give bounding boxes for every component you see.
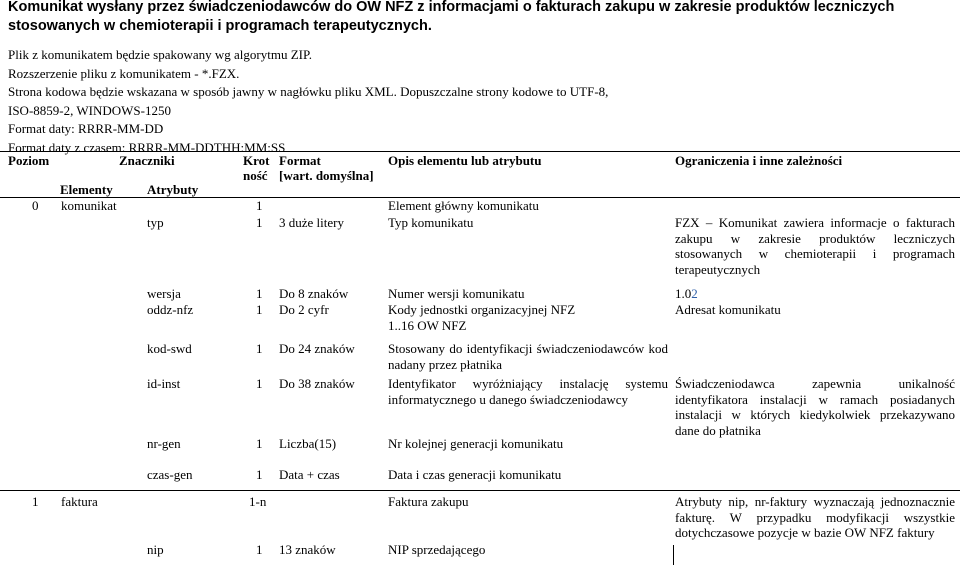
- cell-krotnosc: 1: [256, 341, 263, 356]
- cell-format: Do 8 znaków: [279, 286, 349, 301]
- version-text: 1.0: [675, 286, 692, 301]
- cell-format: 13 znaków: [279, 542, 336, 557]
- cell-atrybut: wersja: [147, 286, 181, 301]
- cell-opis: Data i czas generacji komunikatu: [388, 467, 562, 482]
- document-title: Komunikat wysłany przez świadczeniodawców do OW NFZ z informacjami o fakturach zakupu w zakresie produktów leczniczych stosowanych w chemioterapii i programach terapeutycznych.: [8, 0, 895, 34]
- cell-krotnosc: 1: [256, 376, 263, 391]
- cell-atrybut: czas-gen: [147, 467, 193, 482]
- table-divider: [673, 545, 674, 565]
- header-poziom: Poziom: [8, 153, 50, 168]
- intro-line: ISO-8859-2, WINDOWS-1250: [8, 102, 171, 118]
- intro-line: Format daty: RRRR-MM-DD: [8, 121, 164, 136]
- cell-poziom: 0: [32, 198, 39, 213]
- table-rule-faktura: [0, 490, 960, 491]
- cell-format: Do 38 znaków: [279, 376, 355, 391]
- cell-opis: Nr kolejnej generacji komunikatu: [388, 436, 564, 451]
- header-opis: Opis elementu lub atrybutu: [388, 153, 542, 168]
- cell-format: Data + czas: [279, 467, 340, 482]
- cell-opis: Element główny komunikatu: [388, 198, 539, 213]
- cell-krotnosc: 1: [256, 286, 263, 301]
- intro-line: Rozszerzenie pliku z komunikatem - *.FZX.: [8, 65, 240, 81]
- cell-format: Liczba(15): [279, 436, 337, 451]
- intro-line: Strona kodowa będzie wskazana w sposób jawny w nagłówku pliku XML. Dopuszczalne strony kodowe to UTF-8,: [8, 84, 609, 99]
- cell-opis-cont: 1..16 OW NFZ: [388, 318, 467, 333]
- cell-format: Do 24 znaków: [279, 341, 355, 356]
- cell-krotnosc: 1: [256, 467, 263, 482]
- cell-poziom: 1: [32, 494, 39, 509]
- cell-atrybut: nip: [147, 542, 164, 557]
- header-krotnosc: Krot: [243, 153, 270, 168]
- cell-opis: Faktura zakupu: [388, 494, 469, 509]
- cell-element: komunikat: [61, 198, 117, 213]
- cell-atrybut: oddz-nfz: [147, 302, 194, 317]
- cell-opis: Typ komunikatu: [388, 215, 474, 230]
- cell-atrybut: id-inst: [147, 376, 181, 391]
- cell-ograniczenia: [675, 286, 698, 302]
- cell-atrybut: typ: [147, 215, 164, 230]
- intro-text: [8, 46, 608, 157]
- cell-krotnosc: 1-n: [249, 494, 267, 509]
- cell-ograniczenia: Świadczeniodawca zapewnia unikalność identyfikatora instalacji w ramach posiadanych instalacji w których kiedykolwiek przekazywano dane do płatnika: [675, 376, 955, 438]
- intro-line: Format daty z czasem: RRRR-MM-DDTHH:MM:SS: [8, 139, 286, 155]
- cell-krotnosc: 1: [256, 436, 263, 451]
- cell-element: faktura: [61, 494, 98, 509]
- version-text-highlight: 2: [691, 286, 698, 301]
- cell-krotnosc: 1: [256, 215, 263, 230]
- cell-opis: Kody jednostki organizacyjnej NFZ: [388, 302, 576, 317]
- header-elementy: Elementy: [60, 182, 113, 197]
- cell-opis: Numer wersji komunikatu: [388, 286, 525, 301]
- header-krotnosc-cont: ność: [243, 168, 268, 183]
- header-ograniczenia: Ograniczenia i inne zależności: [675, 153, 843, 168]
- cell-opis: Stosowany do identyfikacji świadczeniodawców kod nadany przez płatnika: [388, 341, 668, 372]
- cell-format: Do 2 cyfr: [279, 302, 329, 317]
- cell-opis: Identyfikator wyróżniający instalację systemu informatycznego u danego świadczeniodawcy: [388, 376, 668, 407]
- cell-format: 3 duże litery: [279, 215, 344, 230]
- cell-krotnosc: 1: [256, 198, 263, 213]
- cell-krotnosc: 1: [256, 542, 263, 557]
- header-atrybuty: Atrybuty: [147, 182, 199, 197]
- cell-atrybut: nr-gen: [147, 436, 181, 451]
- cell-ograniczenia: Adresat komunikatu: [675, 302, 781, 317]
- cell-ograniczenia: FZX – Komunikat zawiera informacje o fakturach zakupu w zakresie produktów leczniczych stosowanych w chemioterapii i programach terapeutycznych: [675, 215, 955, 277]
- cell-opis: NIP sprzedającego: [388, 542, 486, 557]
- header-format-default: [wart. domyślna]: [279, 168, 374, 183]
- cell-krotnosc: 1: [256, 302, 263, 317]
- cell-ograniczenia: Atrybuty nip, nr-faktury wyznaczają jednoznacznie fakturę. W przypadku modyfikacji wszystkie dotychczasowe pozycje w bazie OW NFZ faktury: [675, 494, 955, 540]
- intro-line: Plik z komunikatem będzie spakowany wg algorytmu ZIP.: [8, 47, 313, 62]
- table-top-rule: [0, 151, 960, 152]
- cell-atrybut: kod-swd: [147, 341, 192, 356]
- header-znaczniki: Znaczniki: [119, 153, 175, 168]
- header-format: Format: [279, 153, 321, 168]
